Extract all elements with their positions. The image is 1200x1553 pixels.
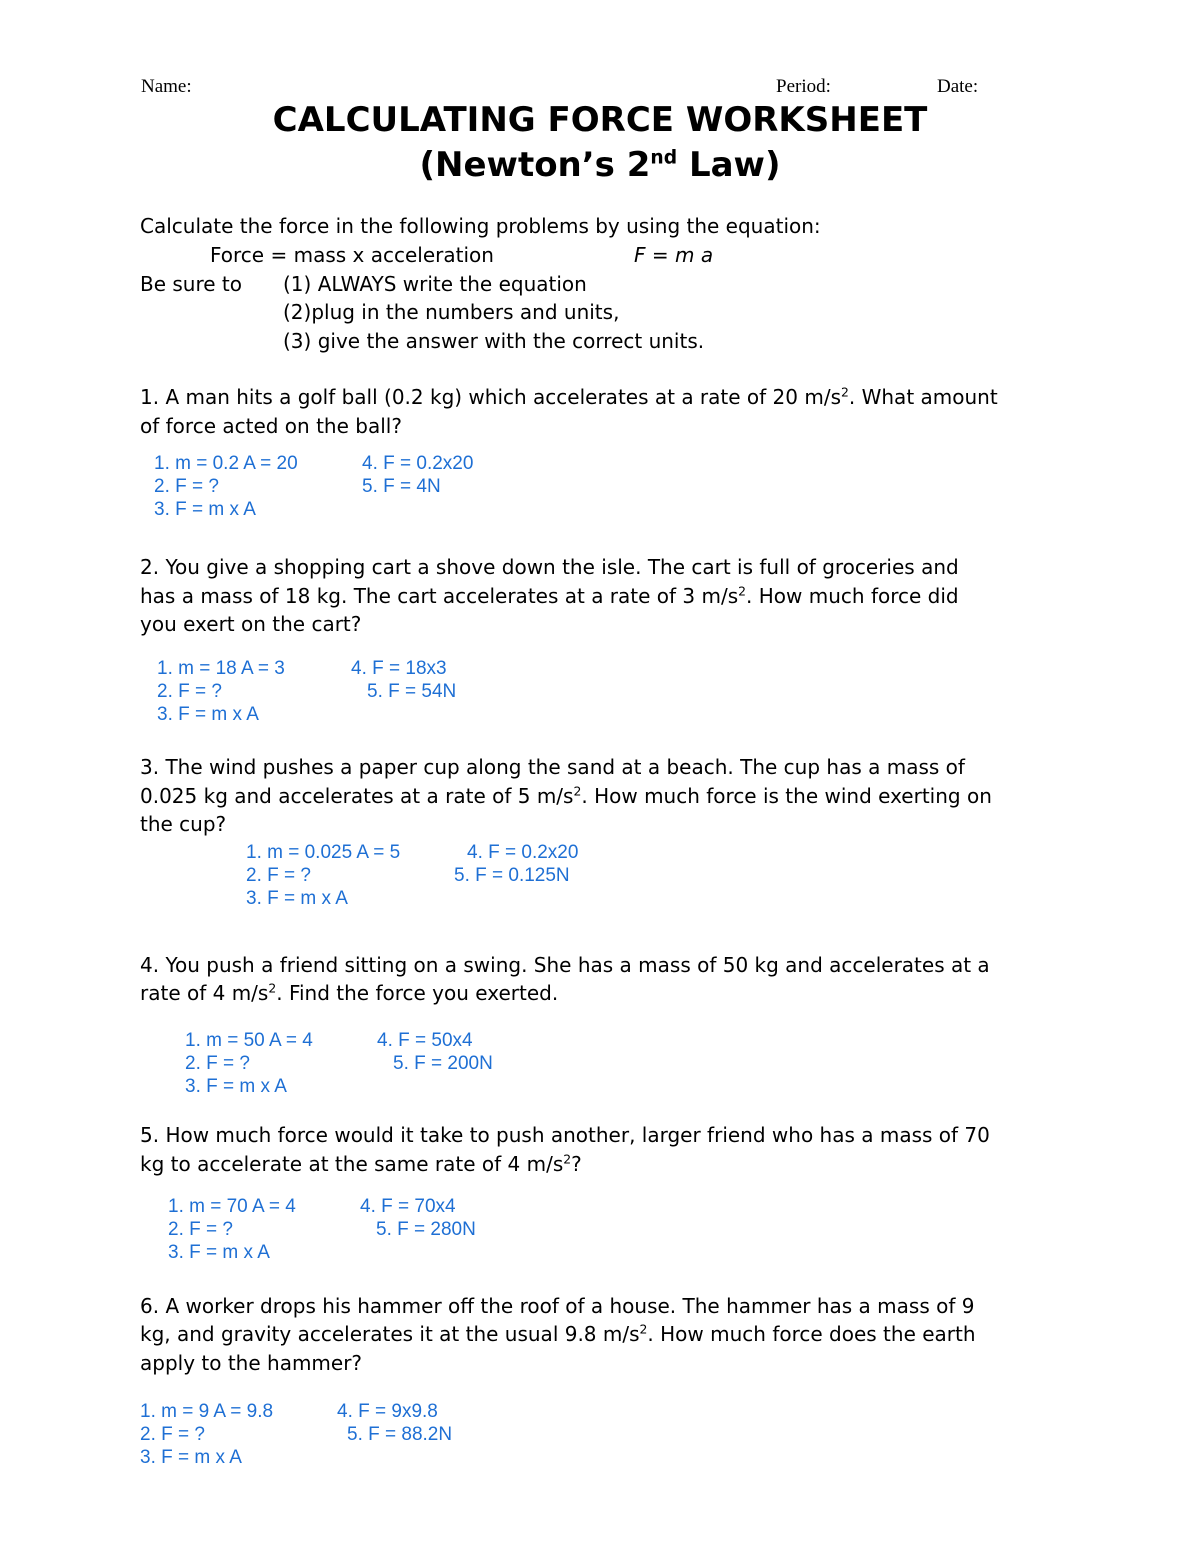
answer-step: 2. F = ? <box>185 1053 250 1074</box>
answer-step: 3. F = m x A <box>157 704 259 725</box>
problem-line: the cup? <box>140 812 227 836</box>
answer-step: 5. F = 4N <box>362 476 441 497</box>
answer-step: 3. F = m x A <box>185 1076 287 1097</box>
instructions-text: Calculate the force in the following problems by using the equation: <box>140 214 821 238</box>
answer-step: 5. F = 88.2N <box>347 1424 453 1445</box>
answer-step: 1. m = 0.025 A = 5 <box>246 842 401 863</box>
answer-step: 3. F = m x A <box>140 1447 242 1468</box>
answer-step: 3. F = m x A <box>246 888 348 909</box>
answer-step: 5. F = 54N <box>367 681 457 702</box>
answer-step: 5. F = 200N <box>393 1053 493 1074</box>
answer-step: 2. F = ? <box>140 1424 205 1445</box>
answer-step: 4. F = 50x4 <box>377 1030 473 1051</box>
date-label: Date: <box>937 76 979 97</box>
equation-symbolic: F = m a <box>634 243 714 267</box>
problem-line: 6. A worker drops his hammer off the roof of a house. The hammer has a mass of 9 <box>140 1294 975 1318</box>
problem-line: kg, and gravity accelerates it at the usual 9.8 $m/s^2$. How much force does the earth <box>140 1321 976 1346</box>
step-2-text: (2)plug in the numbers and units, <box>283 300 620 324</box>
answer-step: 3. F = m x A <box>154 499 256 520</box>
problem-line: has a mass of 18 kg. The cart accelerates at a rate of 3 $m/s^2$. How much force did <box>140 583 959 608</box>
answer-step: 4. F = 0.2x20 <box>362 453 474 474</box>
answer-step: 2. F = ? <box>154 476 219 497</box>
problem-line: 4. You push a friend sitting on a swing. She has a mass of 50 kg and accelerates at a <box>140 953 990 977</box>
problem-line: apply to the hammer? <box>140 1351 363 1375</box>
answer-step: 4. F = 70x4 <box>360 1196 456 1217</box>
problem-line: of force acted on the ball? <box>140 414 402 438</box>
answer-step: 2. F = ? <box>246 865 311 886</box>
problem-line: 5. How much force would it take to push another, larger friend who has a mass of 70 <box>140 1123 990 1147</box>
problem-line: 3. The wind pushes a paper cup along the sand at a beach. The cup has a mass of <box>140 755 965 779</box>
answer-step: 1. m = 18 A = 3 <box>157 658 285 679</box>
answer-step: 2. F = ? <box>168 1219 233 1240</box>
step-3-text: (3) give the answer with the correct units. <box>283 329 705 353</box>
problem-line: 0.025 kg and accelerates at a rate of 5 $m/s^2$. How much force is the wind exerting on <box>140 783 992 808</box>
page-title: CALCULATING FORCE WORKSHEET <box>272 100 928 140</box>
answer-step: 1. m = 9 A = 9.8 <box>140 1401 274 1422</box>
answer-step: 4. F = 0.2x20 <box>467 842 579 863</box>
answer-step: 1. m = 50 A = 4 <box>185 1030 313 1051</box>
answer-step: 5. F = 280N <box>376 1219 476 1240</box>
problem-line: 1. A man hits a golf ball (0.2 kg) which accelerates at a rate of 20 $m/s^2$. What amount <box>140 384 998 409</box>
answer-step: 3. F = m x A <box>168 1242 270 1263</box>
problem-line: rate of 4 $m/s^2$. Find the force you exerted. <box>140 980 559 1005</box>
answer-step: 1. m = 0.2 A = 20 <box>154 453 298 474</box>
step-1-text: (1) ALWAYS write the equation <box>283 272 587 296</box>
answer-step: 2. F = ? <box>157 681 222 702</box>
answer-step: 4. F = 18x3 <box>351 658 447 679</box>
be-sure-label: Be sure to <box>140 272 243 296</box>
page-subtitle: (Newton’s 2nd Law) <box>419 145 781 185</box>
answer-step: 1. m = 70 A = 4 <box>168 1196 296 1217</box>
problem-line: 2. You give a shopping cart a shove down the isle. The cart is full of groceries and <box>140 555 959 579</box>
name-label: Name: <box>141 76 192 97</box>
problem-line: kg to accelerate at the same rate of 4 $m/s^2$? <box>140 1151 582 1176</box>
problem-line: you exert on the cart? <box>140 612 362 636</box>
answer-step: 4. F = 9x9.8 <box>337 1401 438 1422</box>
period-label: Period: <box>776 76 831 97</box>
answer-step: 5. F = 0.125N <box>454 865 570 886</box>
equation-words: Force = mass x acceleration <box>210 243 494 267</box>
